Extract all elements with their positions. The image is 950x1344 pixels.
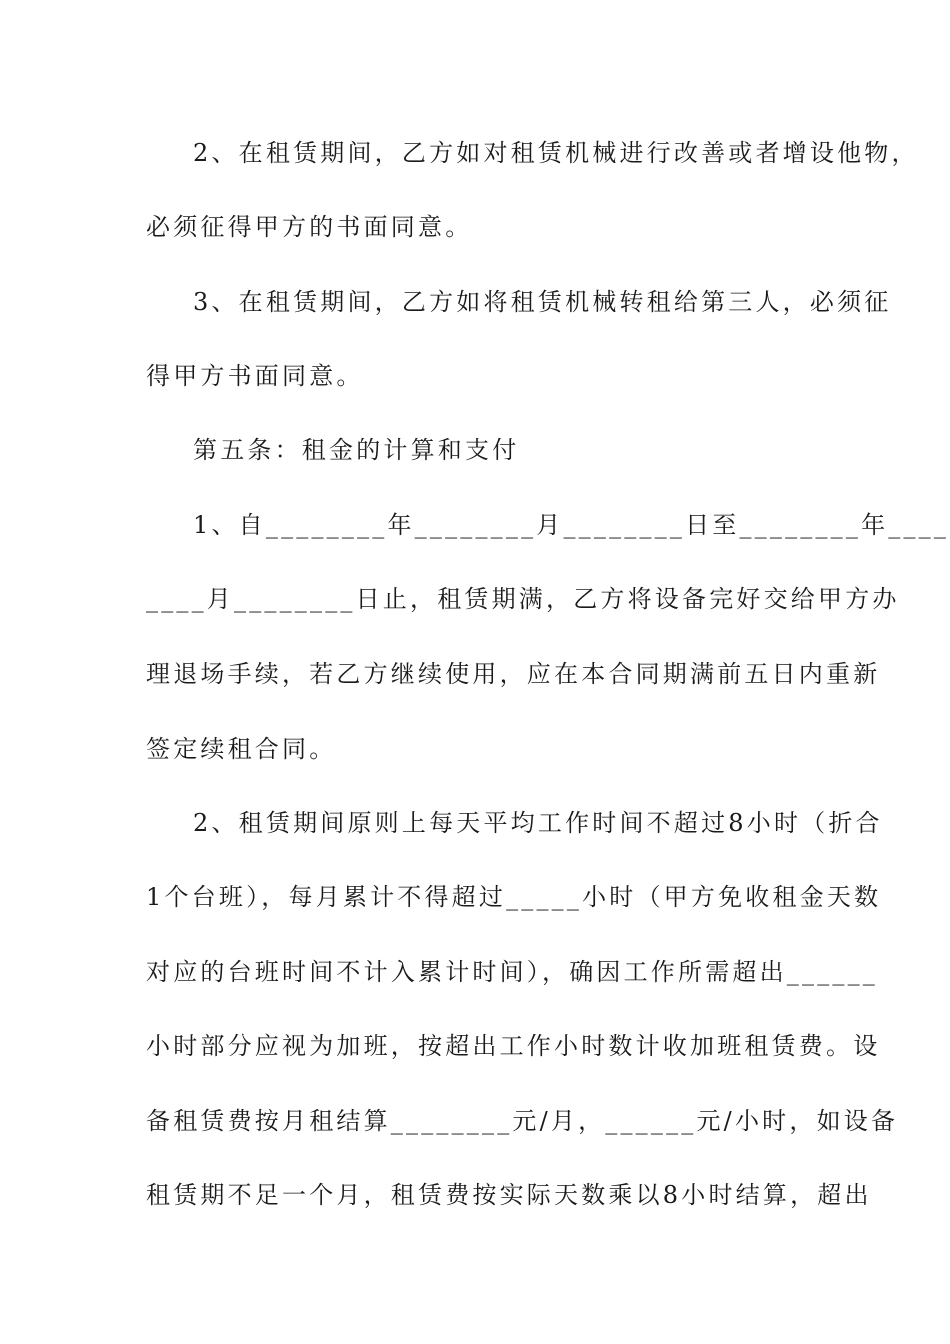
paragraph-line: 租赁期不足一个月，租赁费按实际天数乘以8小时结算，超出 (146, 1181, 872, 1209)
paragraph-line: 对应的台班时间不计入累计时间），确因工作所需超出______ (146, 958, 878, 986)
paragraph-line: 签定续租合同。 (146, 735, 337, 763)
paragraph-line: 1个台班），每月累计不得超过_____小时（甲方免收租金天数 (146, 883, 882, 911)
paragraph-line: 3、在租赁期间，乙方如将租赁机械转租给第三人，必须征 (193, 288, 892, 316)
paragraph-line: 理退场手续，若乙方继续使用，应在本合同期满前五日内重新 (146, 660, 881, 688)
paragraph-line: 必须征得甲方的书面同意。 (146, 213, 473, 241)
paragraph-line: 得甲方书面同意。 (146, 362, 364, 390)
paragraph-line: 1、自________年________月________日至________年____ (193, 511, 950, 539)
paragraph-line: 小时部分应视为加班，按超出工作小时数计收加班租赁费。设 (146, 1032, 881, 1060)
section-heading: 第五条：租金的计算和支付 (193, 436, 520, 464)
paragraph-line: 2、租赁期间原则上每天平均工作时间不超过8小时（折合 (193, 809, 883, 837)
paragraph-line: 2、在租赁期间，乙方如对租赁机械进行改善或者增设他物， (193, 139, 919, 167)
paragraph-line: ____月________日止，租赁期满，乙方将设备完好交给甲方办 (146, 585, 900, 613)
paragraph-line: 备租赁费按月租结算________元/月，______元/小时，如设备 (146, 1107, 899, 1135)
